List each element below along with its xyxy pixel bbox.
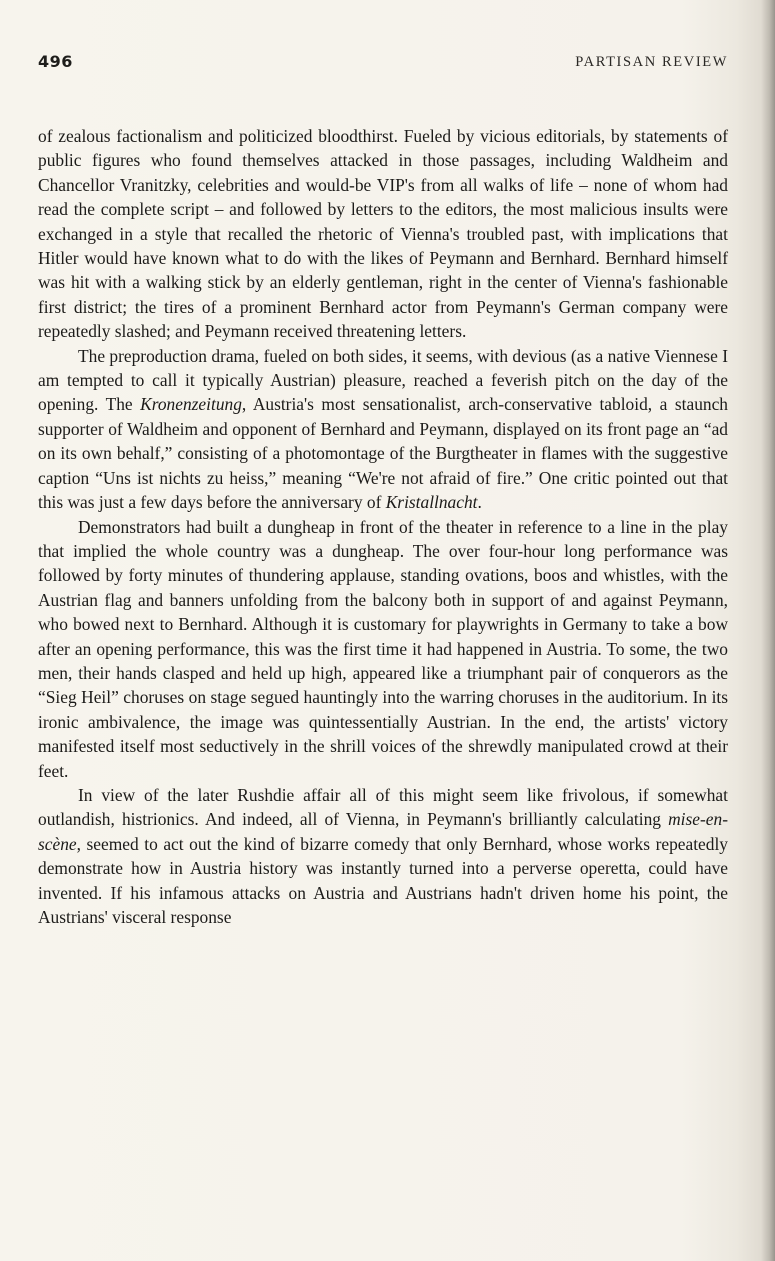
page-header <box>38 52 728 76</box>
paragraph-4-text-b: , seemed to act out the kind of bizarre comedy that only Bernhard, whose works repeatedly demonstrate how in Austria history was instantly turned into a perverse operetta, could have invented. If his infamous attacks on Austria and Austrians hadn't driven home his point, the Austrians' visceral response <box>38 833 728 927</box>
body-text <box>38 124 728 929</box>
paragraph-2-text-b: , Austria's most sensationalist, arch-conservative tabloid, a staunch supporter of Waldheim and opponent of Bernhard and Peymann, displayed on its front page an “ad on its own behalf,” consisting of a photomontage of the Burgtheater in flames with the suggestive caption “Uns ist nichts zu heiss,” meaning “We're not afraid of fire.” One critic pointed out that this was just a few days before the anniversary of <box>38 394 728 513</box>
paragraph-3-text: Demonstrators had built a dungheap in front of the theater in reference to a line in the play that implied the whole country was a dungheap. The over four-hour long performance was followed by forty minutes of thundering applause, standing ovations, boos and whistles, with the Austrian flag and banners unfolding from the balcony both in support of and against Peymann, who bowed next to Bernhard. Although it is customary for playwrights in Germany to take a bow after an opening performance, this was the first time it had happened in Austria. To some, the two men, their hands clasped and held up high, appeared like a triumphant pair of conquerors as the “Sieg Heil” choruses on stage segued hauntingly into the warring choruses in the auditorium. In its ironic ambivalence, the image was quintessentially Austrian. In the end, the artists' victory manifested itself most seductively in the shrill voices of the shrewdly manipulated crowd at their feet. <box>38 516 728 781</box>
mise-en-scene-term: mise-en-scène <box>38 809 728 854</box>
paragraph-4 <box>38 783 728 929</box>
page-edge-shadow <box>761 0 775 1261</box>
page-number: 496 <box>38 52 73 71</box>
paragraph-2 <box>38 344 728 515</box>
paragraph-4-text-a: In view of the later Rushdie affair all of this might seem like frivolous, if somewhat outlandish, histrionics. And indeed, all of Vienna, in Peymann's brilliantly calculating <box>38 784 728 830</box>
paragraph-2-text-c: . <box>477 492 482 513</box>
kronenzeitung-title: Kronenzeitung <box>140 394 242 415</box>
running-head: PARTISAN REVIEW <box>575 54 728 70</box>
paragraph-1-text: of zealous factionalism and politicized bloodthirst. Fueled by vicious editorials, by statements of public figures who found themselves attacked in those passages, including Waldheim and Chancellor Vranitzky, celebrities and would-be VIP's from all walks of life – none of whom had read the complete script – and followed by letters to the editors, the most malicious insults were exchanged in a style that recalled the rhetoric of Vienna's troubled past, with implications that Hitler would have known what to do with the likes of Peymann and Bernhard. Bernhard himself was hit with a walking stick by an elderly gentleman, right in the center of Vienna's fashionable first district; the tires of a prominent Bernhard actor from Peymann's German company were repeatedly slashed; and Peymann received threatening letters. <box>38 126 728 342</box>
paragraph-1 <box>38 124 728 344</box>
paragraph-3 <box>38 515 728 783</box>
paragraph-2-text-a: The preproduction drama, fueled on both sides, it seems, with devious (as a native Viennese I am tempted to call it typically Austrian) pleasure, reached a feverish pitch on the day of the opening. The <box>38 345 728 415</box>
kristallnacht-term: Kristallnacht <box>385 492 478 513</box>
